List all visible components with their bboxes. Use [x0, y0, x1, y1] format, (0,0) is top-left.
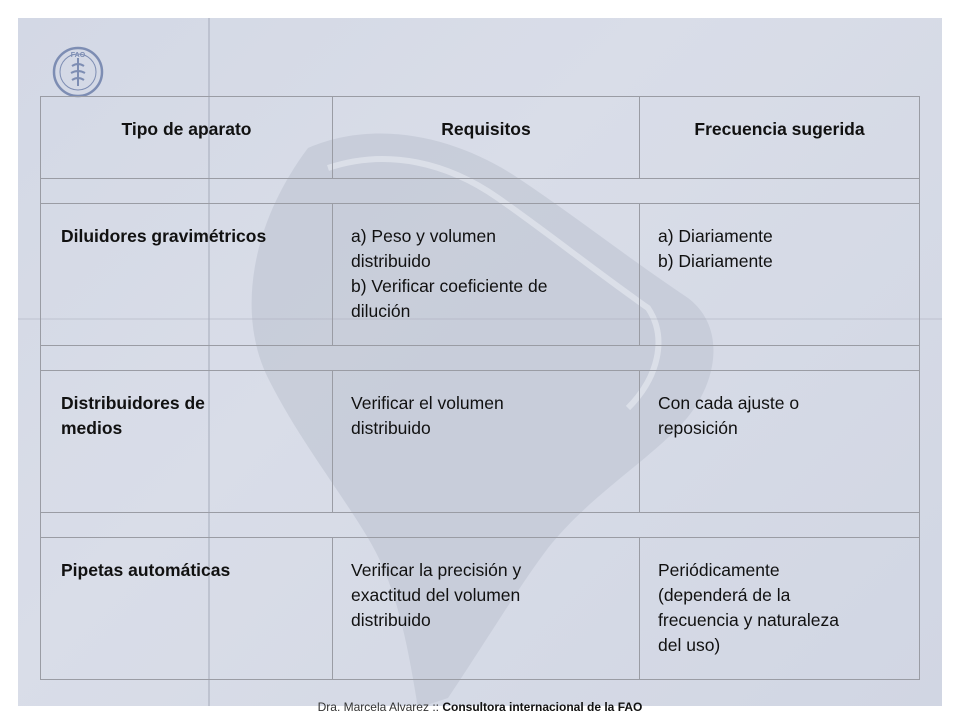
- table-spacer: [40, 179, 920, 204]
- cell-line: frecuencia y naturaleza: [658, 610, 839, 630]
- header-frecuencia: Frecuencia sugerida: [694, 119, 865, 139]
- cell-line: Con cada ajuste o: [658, 393, 800, 413]
- footer-separator: ::: [428, 700, 443, 714]
- cell-line: del uso): [658, 635, 721, 655]
- footer-author: Dra. Marcela Alvarez: [317, 700, 429, 714]
- cell-line: medios: [61, 418, 123, 438]
- table-spacer: [40, 346, 920, 371]
- cell-tipo: [41, 371, 333, 512]
- cell-line: distribuido: [351, 251, 431, 271]
- cell-line: reposición: [658, 418, 738, 438]
- cell-frecuencia: [640, 371, 919, 512]
- cell-line: b) Diariamente: [658, 251, 773, 271]
- cell-line: Periódicamente: [658, 560, 780, 580]
- cell-tipo: [41, 204, 333, 345]
- cell-frecuencia: [640, 538, 919, 679]
- table-row: [40, 370, 920, 513]
- cell-line: a) Peso y volumen: [351, 226, 496, 246]
- cell-line: Verificar el volumen: [351, 393, 504, 413]
- table-spacer: [40, 513, 920, 538]
- header-tipo: Tipo de aparato: [41, 97, 333, 178]
- cell-line: (dependerá de la: [658, 585, 791, 605]
- cell-requisitos: [333, 538, 640, 679]
- cell-line: exactitud del volumen: [351, 585, 521, 605]
- cell-line: a) Diariamente: [658, 226, 773, 246]
- cell-line: Distribuidores de: [61, 393, 205, 413]
- table-header-row: [40, 96, 920, 179]
- fao-logo-icon: [52, 46, 104, 98]
- cell-tipo: [41, 538, 333, 679]
- cell-line: b) Verificar coeficiente de: [351, 276, 548, 296]
- cell-line: distribuido: [351, 418, 431, 438]
- table-row: [40, 203, 920, 346]
- table-row: [40, 537, 920, 680]
- cell-line: Verificar la precisión y: [351, 560, 522, 580]
- cell-frecuencia: [640, 204, 919, 345]
- cell-line: dilución: [351, 301, 411, 321]
- cell-requisitos: [333, 204, 640, 345]
- cell-line: distribuido: [351, 610, 431, 630]
- fao-logo-text: FAO: [70, 52, 86, 59]
- footer-organization: Consultora internacional de la FAO: [442, 700, 643, 714]
- header-requisitos: Requisitos: [333, 97, 640, 178]
- cell-line: Pipetas automáticas: [61, 560, 231, 580]
- cell-line: Diluidores gravimétricos: [61, 226, 267, 246]
- cell-requisitos: [333, 371, 640, 512]
- slide-footer: [0, 700, 960, 714]
